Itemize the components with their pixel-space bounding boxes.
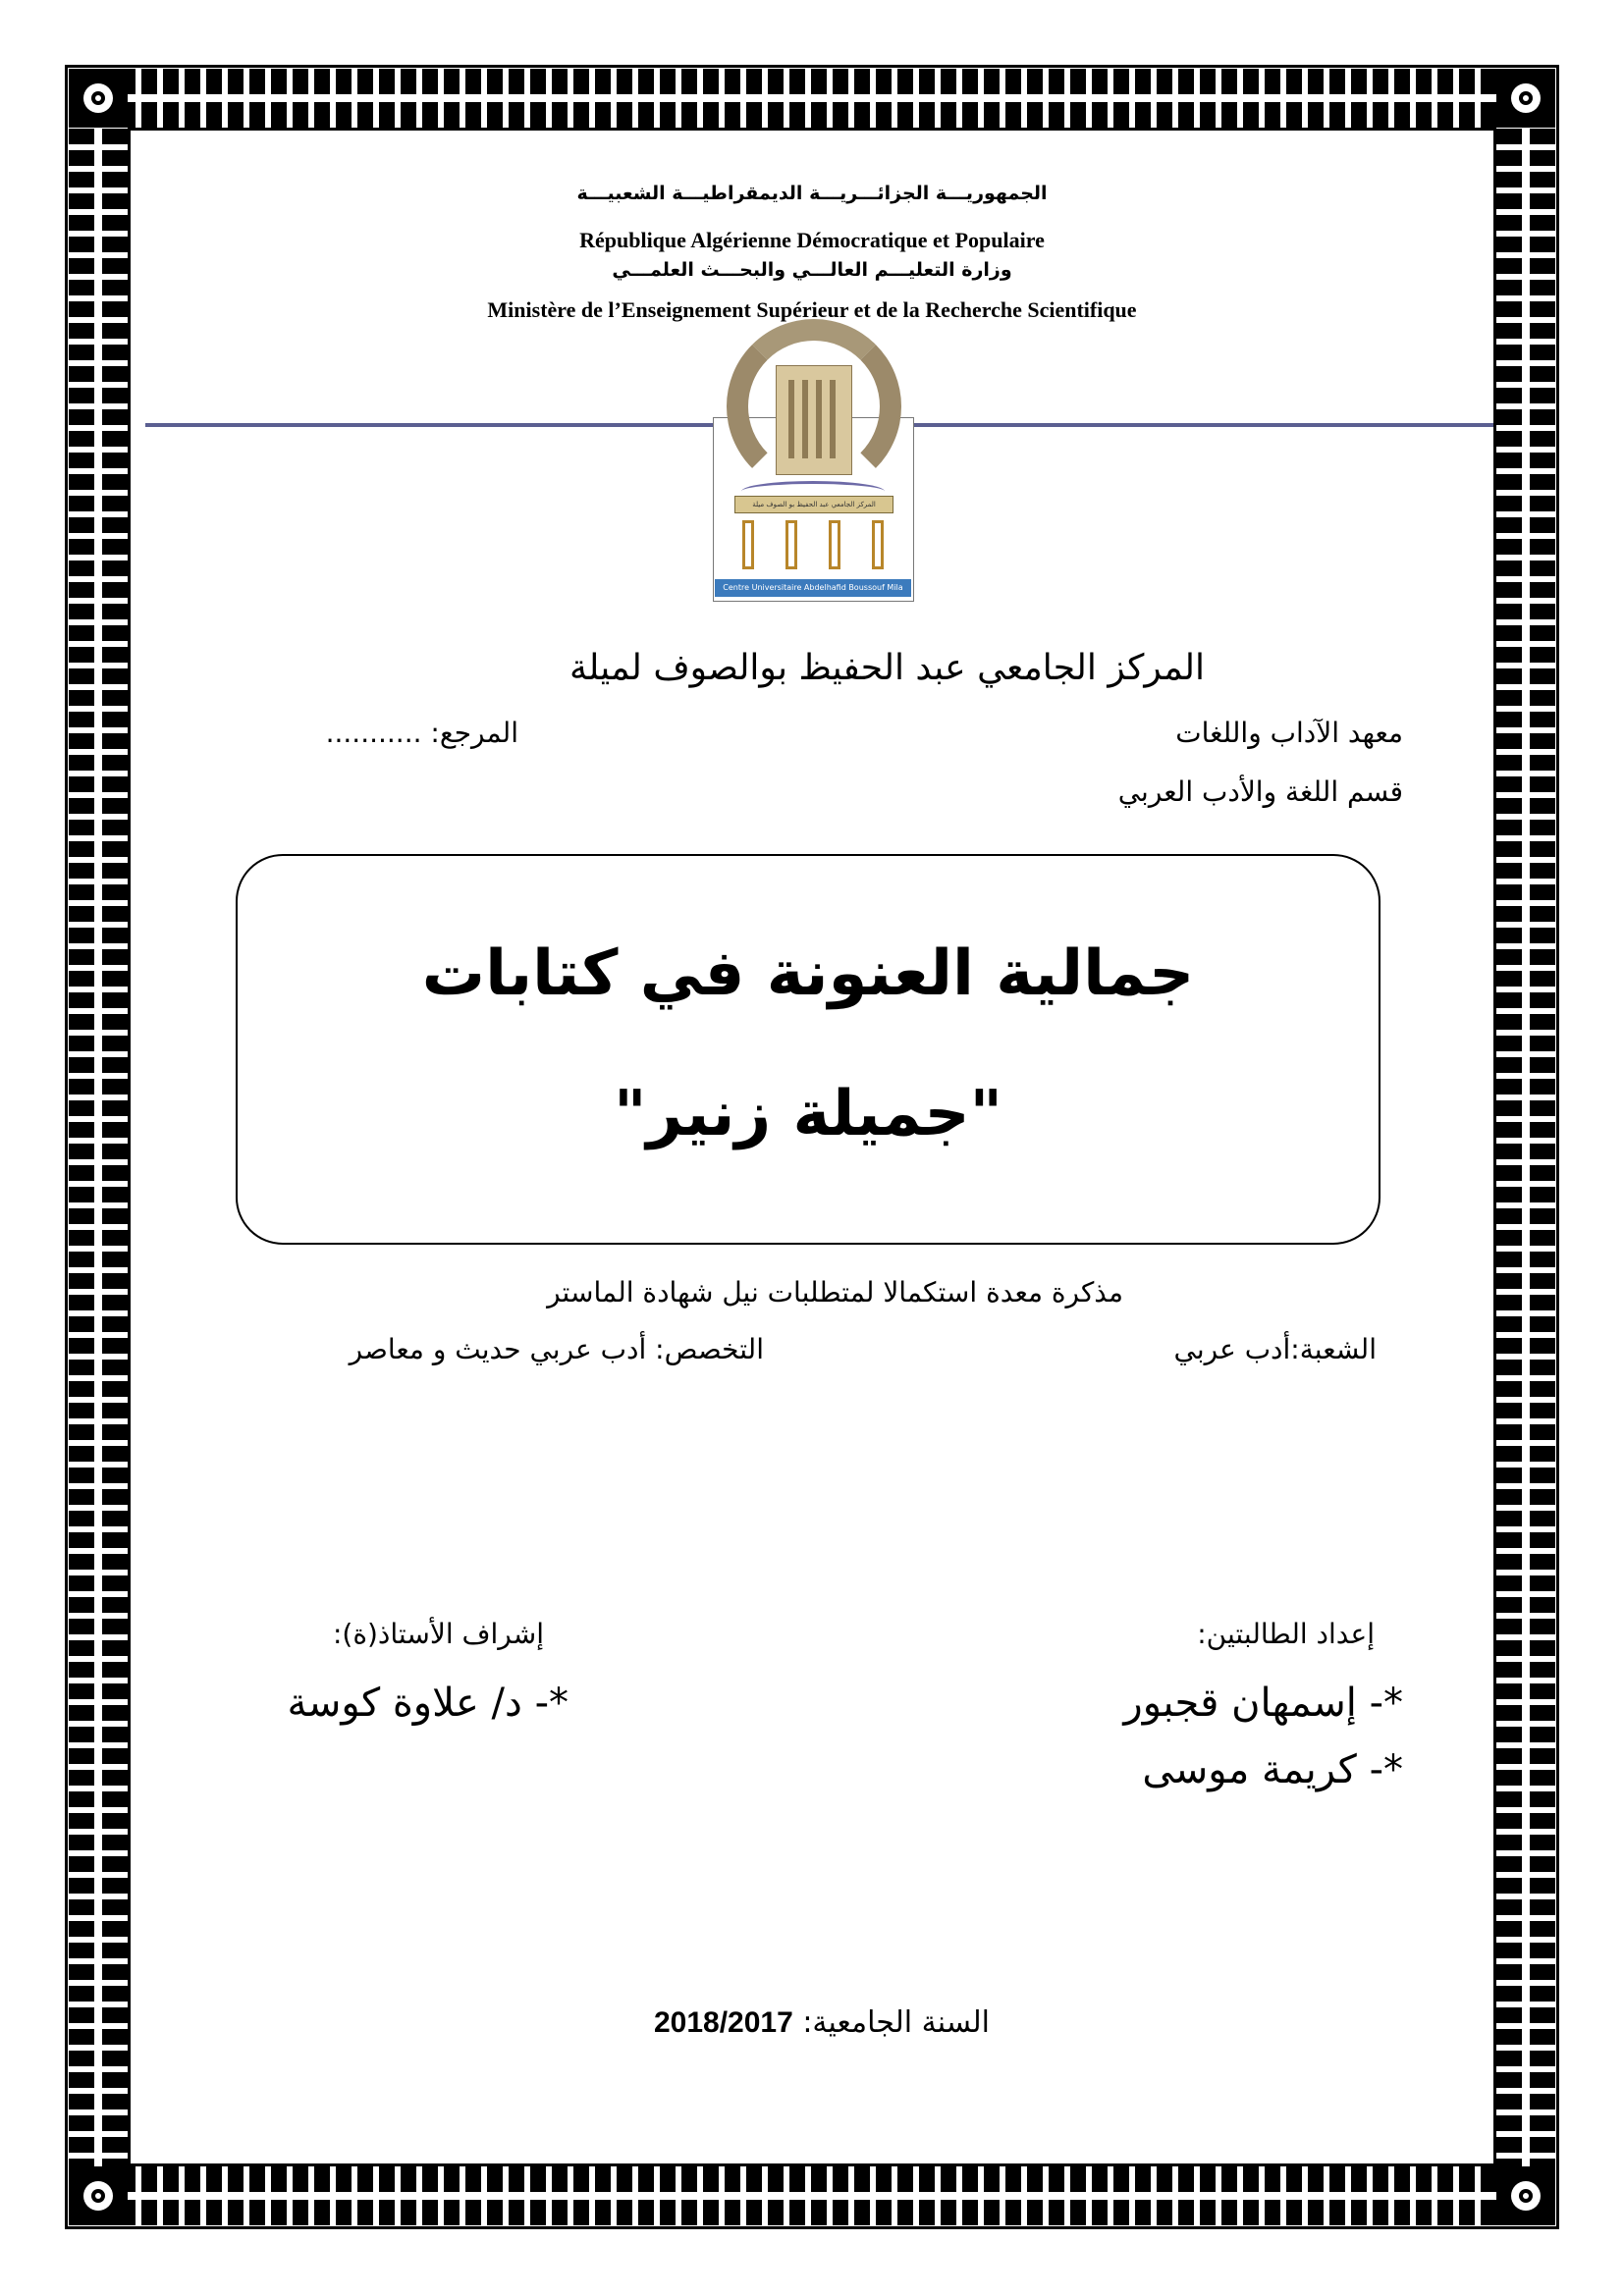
logo-pillar xyxy=(785,520,797,569)
header-rule-right xyxy=(914,423,1493,427)
thesis-title-box xyxy=(236,854,1380,1245)
supervisor-label: إشراف الأستاذ(ة): xyxy=(332,1618,544,1650)
corner-ornament-icon xyxy=(69,2166,128,2225)
corner-ornament-icon xyxy=(69,69,128,128)
corner-ornament-icon xyxy=(1496,69,1555,128)
specialty-label: التخصص: أدب عربي حديث و معاصر xyxy=(349,1333,764,1365)
institute-name: معهد الآداب واللغات xyxy=(1175,717,1403,749)
thesis-title-line2: "جميلة زنير" xyxy=(614,1078,1002,1150)
corner-ornament-icon xyxy=(1496,2166,1555,2225)
reference-label: المرجع: ........... xyxy=(325,717,518,749)
student-name-1: *- إسمهان قجبور xyxy=(1123,1681,1403,1726)
logo-building xyxy=(776,365,852,475)
thesis-purpose: مذكرة معدة استكمالا لمتطلبات نيل شهادة الماستر xyxy=(547,1276,1123,1308)
border-band-top xyxy=(128,69,1496,128)
academic-year-label: السنة الجامعية: xyxy=(802,2005,990,2040)
logo-banner: المركز الجامعي عبد الحفيظ بو الصوف ميلة xyxy=(734,496,893,513)
border-band-bottom xyxy=(128,2166,1496,2225)
logo-pillar xyxy=(872,520,884,569)
ministry-arabic: وزارة التعليـــم العالـــي والبحـــث العلمـــي xyxy=(612,259,1012,281)
academic-year xyxy=(654,2005,990,2040)
border-band-left xyxy=(69,128,128,2166)
branch-label: الشعبة:أدب عربي xyxy=(1173,1333,1377,1365)
department-name: قسم اللغة والأدب العربي xyxy=(1117,775,1403,808)
ministry-french: Ministère de l’Enseignement Supérieur et de la Recherche Scientifique xyxy=(487,297,1137,322)
logo-pillar xyxy=(829,520,840,569)
center-name: المركز الجامعي عبد الحفيظ بوالصوف لميلة xyxy=(569,648,1205,688)
student-name-2: *- كريمة موسى xyxy=(1142,1747,1403,1792)
supervisor-name: *- د/ علاوة كوسة xyxy=(287,1681,568,1726)
thesis-title-line1: جمالية العنونة في كتابات xyxy=(421,937,1195,1010)
logo-pillar xyxy=(742,520,754,569)
academic-year-value: 2018/2017 xyxy=(653,2006,793,2039)
republic-french: République Algérienne Démocratique et Populaire xyxy=(579,228,1045,252)
header-rule-left xyxy=(145,423,713,427)
prepared-by-label: إعداد الطالبتين: xyxy=(1197,1618,1375,1650)
border-band-right xyxy=(1496,128,1555,2166)
logo-caption: Centre Universitaire Abdelhafid Boussouf Mila xyxy=(715,579,911,597)
republic-arabic: الجمهوريـــة الجزائـــريـــة الديمقراطيـــة الشعبيـــة xyxy=(576,183,1048,204)
